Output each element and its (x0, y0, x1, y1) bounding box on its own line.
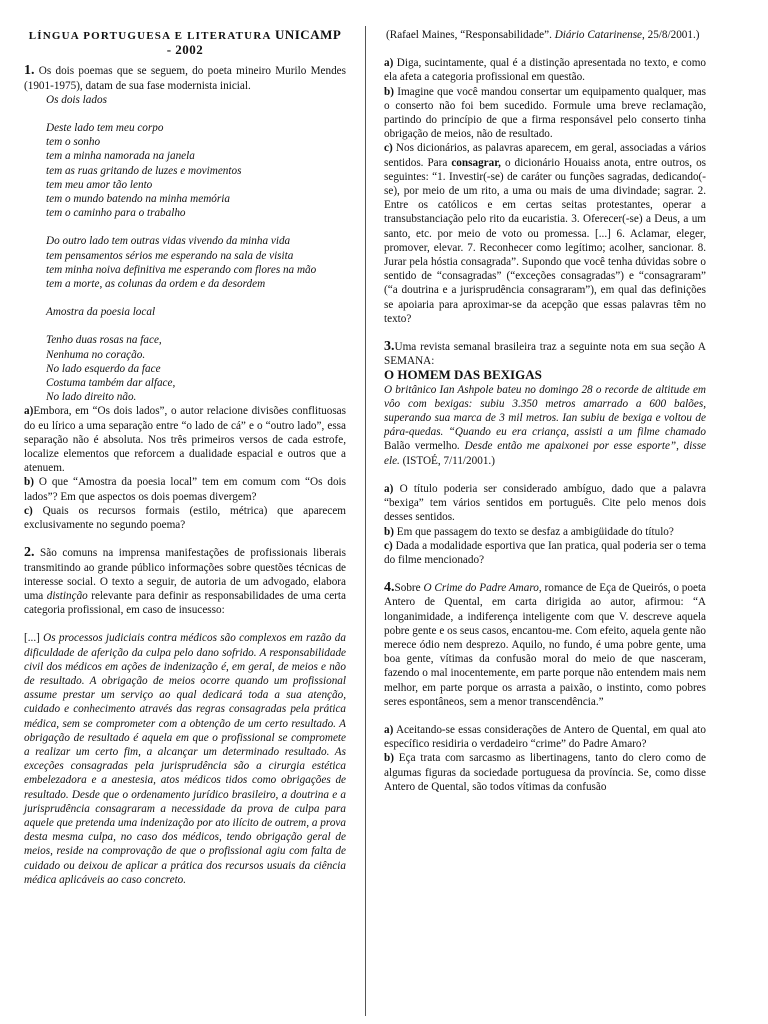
q4-intro-a: Sobre (394, 582, 421, 595)
q4-item-a (384, 723, 706, 751)
q4-intro-b: , romance de Eça de Queirós, o poeta Antero de Quental, em carta dirigida ao autor, afirmou: “A longanimidade, a indiferença inteligente com que V. descreve aquela pobre gente e os seus casos, encantou-me. Com efeito, aquela gente não merece ódio nem desprezo. Aquilo, no fundo, é uma pobre gente, uma boa gente, vítimas da confusão moral do meio de que nasceram, fazendo o mal inocentemente, em parte porque não entendem mais nem melhor, em parte porque os arrasta a paixão, o instinto, como pobres seres espontâneos, sem a menor transcendência.” (384, 582, 707, 708)
q2-c-term: consagrar, (451, 156, 501, 169)
q3-headline: O HOMEM DAS BEXIGAS (384, 367, 542, 383)
q3-a-text: O título poderia ser considerado ambíguo, dado que a palavra “bexiga” tem vários sentidos em português. Cite pelo menos dois desses sentidos. (384, 482, 707, 524)
poem1-line: tem a morte, as colunas da ordem e da desordem (46, 278, 266, 291)
q1-number: 1. (24, 63, 35, 79)
q2-intro-b: relevante para definir as responsabilidades de uma certa categoria profissional, em caso de insucesso: (24, 589, 346, 617)
q2-c-text-a: Nos dicionários, as palavras aparecem, em geral, associadas a vários sentidos. Para (384, 142, 706, 169)
q3-number: 3. (384, 339, 395, 355)
q1-c-text: Quais os recursos formais (estilo, métrica) que aparecem exclusivamente no segundo poema? (24, 504, 347, 532)
q3-note (384, 383, 706, 468)
q3-c-label: c) (384, 539, 393, 552)
q3-b-text: Em que passagem do texto se desfaz a ambigüidade do título? (396, 525, 674, 538)
q4-book-title: O Crime do Padre Amaro (423, 582, 539, 595)
q1-item-c (24, 504, 346, 532)
poem1-line: tem o mundo batendo na minha memória (46, 193, 230, 206)
q2-a-label: a) (384, 57, 394, 70)
poem2-line: No lado esquerdo da face (46, 362, 161, 375)
poem1-line: Deste lado tem meu corpo (46, 122, 164, 135)
q2-a-text: Diga, sucintamente, qual é a distinção apresentada no texto, e como ela afeta a categoria profissional em questão. (384, 57, 707, 84)
poem1-line: tem pensamentos sérios me esperando na sala de visita (46, 249, 294, 262)
q1-a-text: Embora, em “Os dois lados”, o autor relacione divisões conflituosas do eu lírico a uma separação entre “o lado de cá” e o “outro lado”, essa separação não é absoluta. Nos três primeiros versos de cada estrofe, localize elementos que reforcem a dualidade espacial e outros que a atenuem. (24, 405, 346, 475)
q3-b-label: b) (384, 525, 394, 538)
poem2-title: Amostra da poesia local (46, 306, 156, 319)
poem1-line: tem as ruas gritando de luzes e movimentos (46, 164, 242, 177)
q1-item-b (24, 475, 346, 503)
q1-intro (24, 64, 346, 92)
q2-quote-ellipsis: [...] (24, 632, 40, 645)
q2-quote (24, 631, 346, 887)
q2-cite-a: (Rafael Maines, “Responsabilidade”. (386, 29, 552, 41)
q1-intro-text: Os dois poemas que se seguem, do poeta mineiro Murilo Mendes (1901-1975), datam de sua fase modernista inicial. (24, 65, 346, 92)
q2-c-label: c) (384, 142, 393, 155)
q2-item-b (384, 85, 706, 142)
q3-intro-text: Uma revista semanal brasileira traz a seguinte nota em sua seção A SEMANA: (384, 341, 706, 368)
poem1-line: Do outro lado tem outras vidas vivendo da minha vida (46, 235, 291, 248)
poem1-line: tem minha noiva definitiva me esperando com flores na mão (46, 263, 317, 276)
q2-intro-term: distinção (46, 589, 88, 602)
poem1-line: tem meu amor tão lento (46, 178, 153, 191)
poem-os-dois-lados (46, 93, 346, 405)
q3-film-title: Balão vermelho (384, 440, 458, 453)
q2-number: 2. (24, 545, 35, 561)
q4-item-b (384, 751, 706, 794)
q3-a-label: a) (384, 482, 394, 495)
q4-intro (384, 581, 706, 709)
q4-b-label: b) (384, 752, 394, 765)
q2-quote-text: Os processos judiciais contra médicos são complexos em razão da dificuldade de aferição da culpa pelo dano sofrido. A responsabilidade civil dos médicos em ações de indenização é, em geral, de meios e não de resultado. A obrigação de meios ocorre quando um profissional assume prestar um serviço ao qual dedicará toda a sua atenção, cuidado e conhecimento através das regras consagradas pela prática médica, sem se comprometer com a obtenção de um certo resultado. A obrigação de resultado é aquela em que o profissional se compromete a realizar um certo fim, a alcançar um determinado resultado. As exceções consagradas pela jurisprudência são a cirurgia estética embelezadora e a anestesia, atos médicos tidos como obrigações de resultado. Desde que o ordenamento jurídico brasileiro, a doutrina e a jurisprudência consagraram a necessidade da prova de culpa para aquele que pretenda uma indenização por ato ilícito de outrem, a prova desta mesma culpa, no caso dos médicos, tendo obrigação geral de meios, reside na comprovação de que o profissional agiu com falta de cuidado ou deixou de aplicar a prática dos recursos usuais da ciência médica aplicáveis ao caso concreto. (24, 632, 346, 886)
q2-c-text-b: o dicionário Houaiss anota, entre outros, os seguintes: “1. Investir(-se) de caráter ou funções sagradas, dedicando(-se), por meio de um rito, a uma ou mais de uma divindade; sagrar. 2. Entre os católicos e em certas seitas protestantes, operar a transubstanciação pelo rito da eucaristia. 3. Oferecer(-se) a Deus, a um santo, etc. por meio de voto ou promessa. [...] 6. Aclamar, eleger, promover, elevar. 7. Reconhecer como legítimo; acolher, sancionar. 8. Jurar pela hóstia consagrada”. Supondo que você tenha dúvidas sobre o sentido de “consagradas” (“exceções consagradas”) e “consagraram” (“a doutrina e a jurisprudência consagraram”), em qual das definições se apoiaria para aproximar-se da acepção que essas palavras têm no texto? (384, 156, 707, 325)
poem2-line: Nenhuma no coração. (46, 348, 146, 361)
poem2-line: No lado direito não. (46, 391, 137, 404)
q4-number: 4. (384, 580, 395, 596)
column-divider (365, 26, 366, 1016)
left-column (24, 28, 346, 887)
q1-item-a (24, 404, 346, 475)
q2-cite-b: , 25/8/2001.) (642, 29, 700, 41)
q4-a-text: Aceitando-se essas considerações de Antero de Quental, em qual ato específico residiria o verdadeiro “crime” do Padre Amaro? (384, 723, 706, 751)
header-institution: UNICAMP (274, 27, 342, 42)
q2-b-label: b) (384, 85, 394, 98)
q4-b-text: Eça trata com sarcasmo as libertinagens, tanto do clero como de algumas figuras da sociedade portuguesa da província. Se, como disse Antero de Quental, são todos vítimas da confusão (384, 752, 706, 793)
q2-b-text: Imagine que você mandou consertar um equipamento qualquer, mas o conserto não foi bem sucedido. Formule uma breve reclamação, partindo do princípio de que a firma responsável pelo conserto tinha obrigação de meios, não de resultado. (384, 85, 706, 141)
q2-intro (24, 546, 346, 617)
q4-a-label: a) (384, 723, 394, 736)
q3-item-c (384, 539, 706, 567)
q3-item-b (384, 525, 706, 539)
header-title: LÍNGUA PORTUGUESA E LITERATURA (28, 30, 272, 42)
q1-b-label: b) (24, 476, 34, 489)
exam-header (24, 28, 346, 58)
q3-item-a (384, 482, 706, 525)
q1-b-text: O que “Amostra da poesia local” tem em comum com “Os dois lados”? Em que aspectos os dois poemas divergem? (24, 476, 346, 503)
poem2-line: Tenho duas rosas na face, (46, 334, 162, 347)
q3-c-text: Dada a modalidade esportiva que Ian pratica, qual poderia ser o tema do filme mencionado? (384, 539, 706, 566)
poem1-title: Os dois lados (46, 93, 107, 106)
poem2-line: Costuma também dar alface, (46, 377, 176, 390)
q3-body-a: O britânico Ian Ashpole bateu no domingo 28 o recorde de altitude em vôo com bexigas: subiu 3.350 metros amarrado a 600 balões, superando sua marca de 3 mil metros. Ian subiu de bexiga e voltou de pára-quedas. “Quando eu era criança, assisti a um filme chamado (384, 383, 706, 439)
q2-intro-a: São comuns na imprensa manifestações de profissionais liberais transmitindo ao grande público informações sobre questões técnicas de interesse social. O texto a seguir, de autoria de um advogado, elabora uma (24, 547, 347, 602)
header-year: - 2002 (166, 42, 204, 58)
q3-intro (384, 340, 706, 368)
right-column (384, 28, 706, 794)
q3-cite: (ISTOÉ, 7/11/2001.) (402, 454, 495, 467)
q2-item-c (384, 141, 706, 326)
poem1-line: tem a minha namorada na janela (46, 150, 195, 163)
q1-c-label: c) (24, 504, 33, 517)
q1-a-label: a) (24, 405, 34, 418)
q2-citation (384, 28, 706, 42)
poem1-line: tem o sonho (46, 136, 101, 149)
q2-cite-source: Diário Catarinense (554, 29, 643, 41)
q2-item-a (384, 56, 706, 84)
poem1-line: tem o caminho para o trabalho (46, 207, 186, 220)
q3-body-b: . Desde então me apaixonei por esse esporte”, disse ele. (384, 440, 707, 467)
